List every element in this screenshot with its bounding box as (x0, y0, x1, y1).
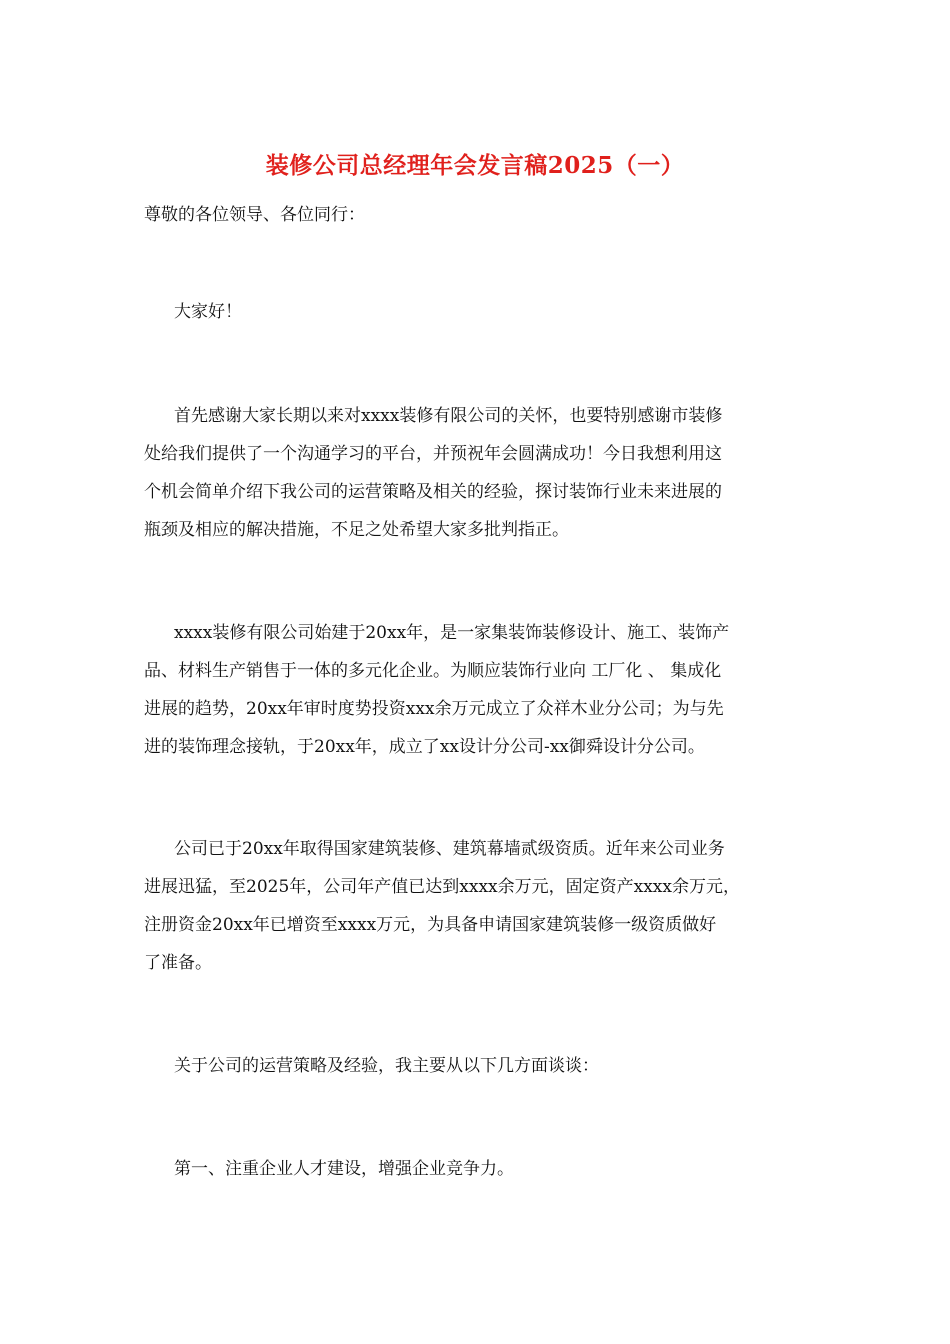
paragraph-line: 公司已于20xx年取得国家建筑装修、建筑幕墙贰级资质。近年来公司业务 (174, 839, 725, 859)
paragraph-line: 进展的趋势，20xx年审时度势投资xxx余万元成立了众祥木业分公司；为与先 (144, 699, 724, 719)
paragraph-line: 个机会简单介绍下我公司的运营策略及相关的经验，探讨装饰行业未来进展的 (144, 482, 722, 502)
paragraph-line: xxxx装修有限公司始建于20xx年，是一家集装饰装修设计、施工、装饰产 (174, 623, 730, 643)
paragraph-3 (144, 830, 808, 982)
intro-line: 关于公司的运营策略及经验，我主要从以下几方面谈谈： (174, 1056, 599, 1076)
paragraph-line: 进展迅猛，至2025年，公司年产值已达到xxxx余万元，固定资产xxxx余万元， (144, 877, 740, 897)
salutation: 尊敬的各位领导、各位同行： (144, 205, 365, 225)
section-heading-one: 第一、注重企业人才建设，增强企业竞争力。 (174, 1159, 514, 1179)
paragraph-2 (144, 614, 808, 766)
paragraph-line: 品、材料生产销售于一体的多元化企业。为顺应装饰行业向 工厂化 、 集成化 (144, 661, 722, 681)
paragraph-line: 处给我们提供了一个沟通学习的平台，并预祝年会圆满成功！今日我想利用这 (144, 444, 722, 464)
paragraph-line: 了准备。 (144, 953, 212, 973)
paragraph-line: 进的装饰理念接轨，于20xx年，成立了xx设计分公司-xx御舜设计分公司。 (144, 737, 705, 757)
paragraph-line: 首先感谢大家长期以来对xxxx装修有限公司的关怀，也要特别感谢市装修 (174, 406, 723, 426)
greeting: 大家好！ (174, 302, 242, 322)
paragraph-1 (144, 397, 808, 549)
document-title: 装修公司总经理年会发言稿2025（一） (265, 152, 685, 179)
paragraph-line: 瓶颈及相应的解决措施，不足之处希望大家多批判指正。 (144, 520, 569, 540)
paragraph-line: 注册资金20xx年已增资至xxxx万元，为具备申请国家建筑装修一级资质做好 (144, 915, 717, 935)
